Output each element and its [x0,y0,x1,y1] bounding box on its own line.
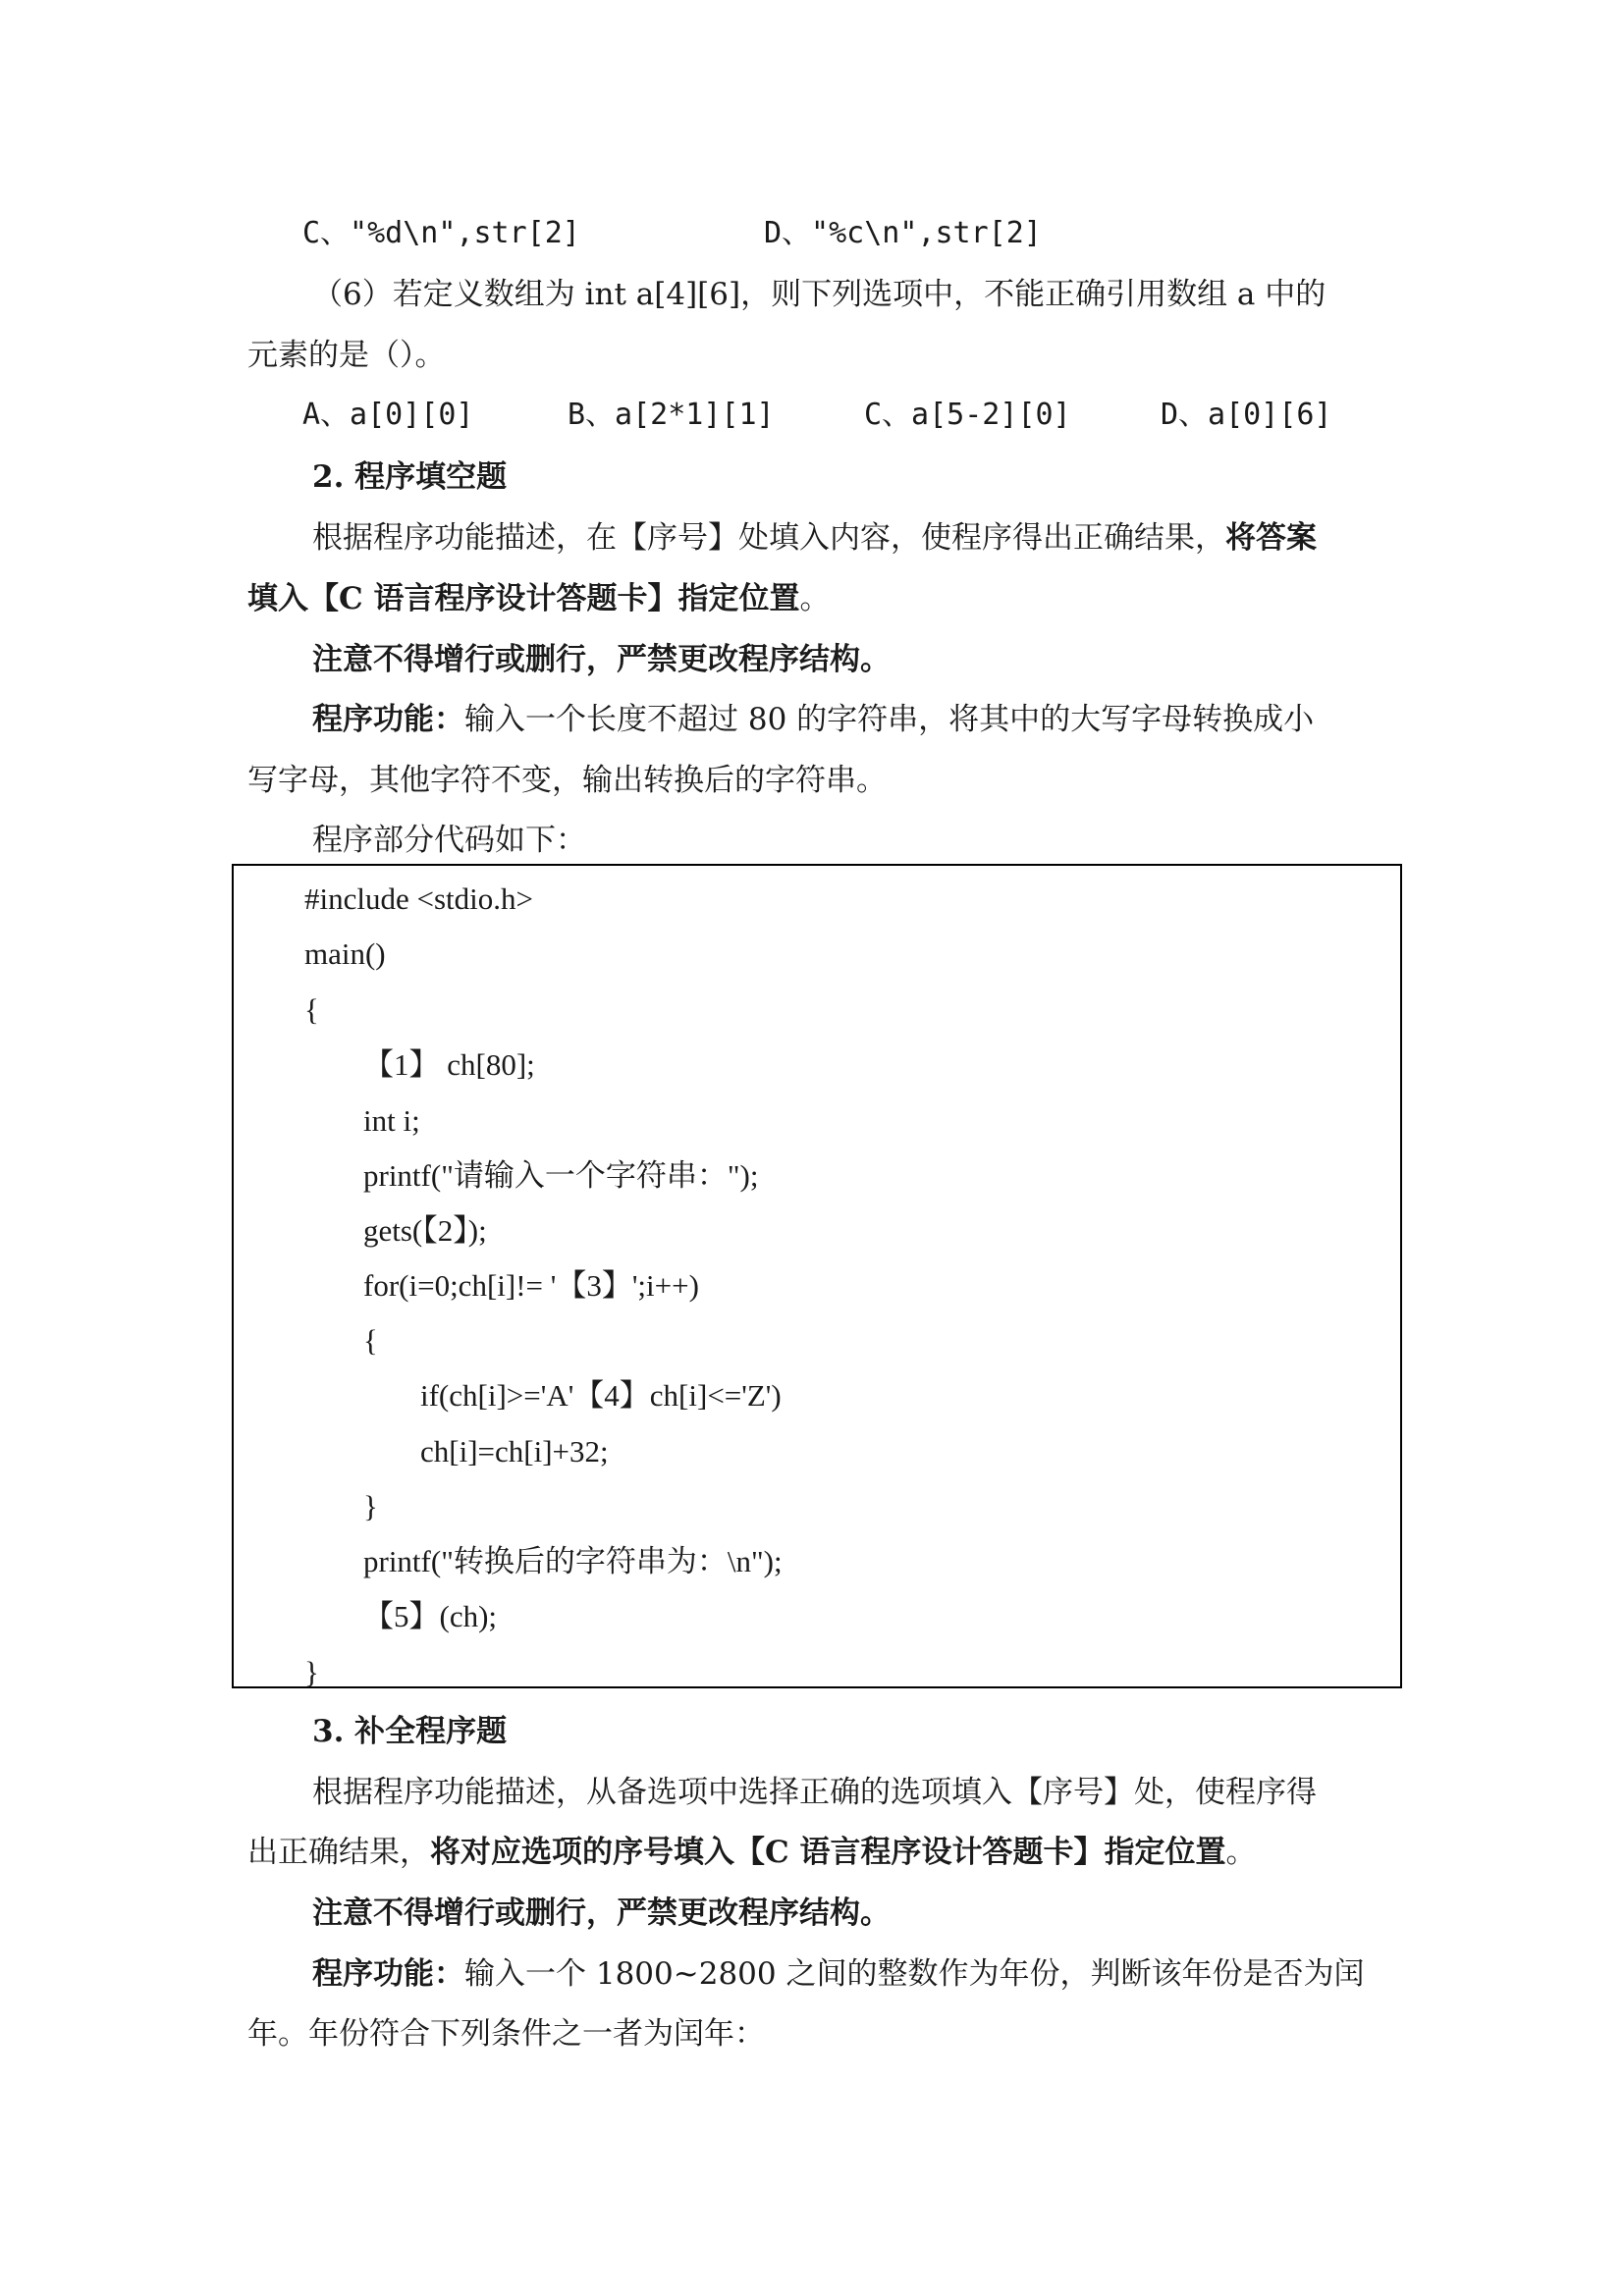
q5-option-d: D、"%c\n",str[2] [764,216,1042,250]
q6-option-b: B、a[2*1][1] [568,398,775,432]
section3-heading: 3. 补全程序题 [312,1714,508,1749]
section3-function-label: 程序功能： [312,1956,464,1992]
code-line: #include <stdio.h> [304,881,533,916]
q6-option-a: A、a[0][0] [302,398,474,432]
section3-desc-line1: 根据程序功能描述，从备选项中选择正确的选项填入【序号】处，使程序得 [312,1775,1317,1810]
code-line: ch[i]=ch[i]+32; [420,1434,609,1468]
code-line: main() [304,936,386,971]
section2-desc-plain: 根据程序功能描述，在【序号】处填入内容，使程序得出正确结果， [312,520,1225,556]
section2-desc-bold-2: 填入【C 语言程序设计答题卡】指定位置 [247,581,800,616]
section3-desc-plain: 出正确结果， [247,1835,430,1870]
section2-desc-line1 [312,518,1317,558]
code-line: for(i=0;ch[i]!= '【3】';i++) [363,1268,699,1303]
code-line: printf("转换后的字符串为：\n"); [363,1544,783,1578]
section2-heading: 2. 程序填空题 [312,459,508,495]
section2-function-label: 程序功能： [312,702,464,737]
code-line: } [363,1489,378,1523]
section2-notice: 注意不得增行或删行，严禁更改程序结构。 [312,642,891,677]
section3-desc-line2 [247,1833,1256,1872]
code-line: gets(【2】); [363,1213,487,1248]
section2-desc-end: 。 [799,581,831,616]
section2-desc-bold: 将答案 [1225,520,1317,556]
section3-notice: 注意不得增行或删行，严禁更改程序结构。 [312,1896,891,1931]
section2-code-intro: 程序部分代码如下： [312,823,586,858]
section3-function-line2: 年。年份符合下列条件之一者为闰年： [247,2016,765,2052]
code-line: printf("请输入一个字符串："); [363,1158,759,1193]
section2-function-text: 输入一个长度不超过 80 的字符串，将其中的大写字母转换成小 [464,702,1315,737]
section3-desc-bold: 将对应选项的序号填入【C 语言程序设计答题卡】指定位置 [430,1835,1226,1870]
q6-question-line2: 元素的是（）。 [247,338,446,373]
code-line: { [363,1323,378,1358]
code-line: int i; [363,1103,420,1138]
q5-option-c: C、"%d\n",str[2] [302,216,580,250]
section3-desc-end: 。 [1225,1835,1257,1870]
code-line: 【1】 ch[80]; [363,1047,535,1082]
code-line: 【5】(ch); [363,1599,498,1633]
q6-option-c: C、a[5-2][0] [864,398,1071,432]
q6-option-d: D、a[0][6] [1161,398,1332,432]
code-line: { [304,992,319,1027]
section3-function-line1 [312,1954,1364,1994]
section2-function-line1 [312,700,1314,739]
code-line: if(ch[i]>='A'【4】ch[i]<='Z') [420,1378,782,1413]
section3-function-text: 输入一个 1800~2800 之间的整数作为年份，判断该年份是否为闰 [464,1956,1365,1992]
q6-question-line1: （6）若定义数组为 int a[4][6]，则下列选项中，不能正确引用数组 a 中的 [312,277,1326,312]
section2-function-line2: 写字母，其他字符不变，输出转换后的字符串。 [247,763,887,798]
section2-desc-line2 [247,579,830,618]
code-line: } [304,1655,319,1689]
